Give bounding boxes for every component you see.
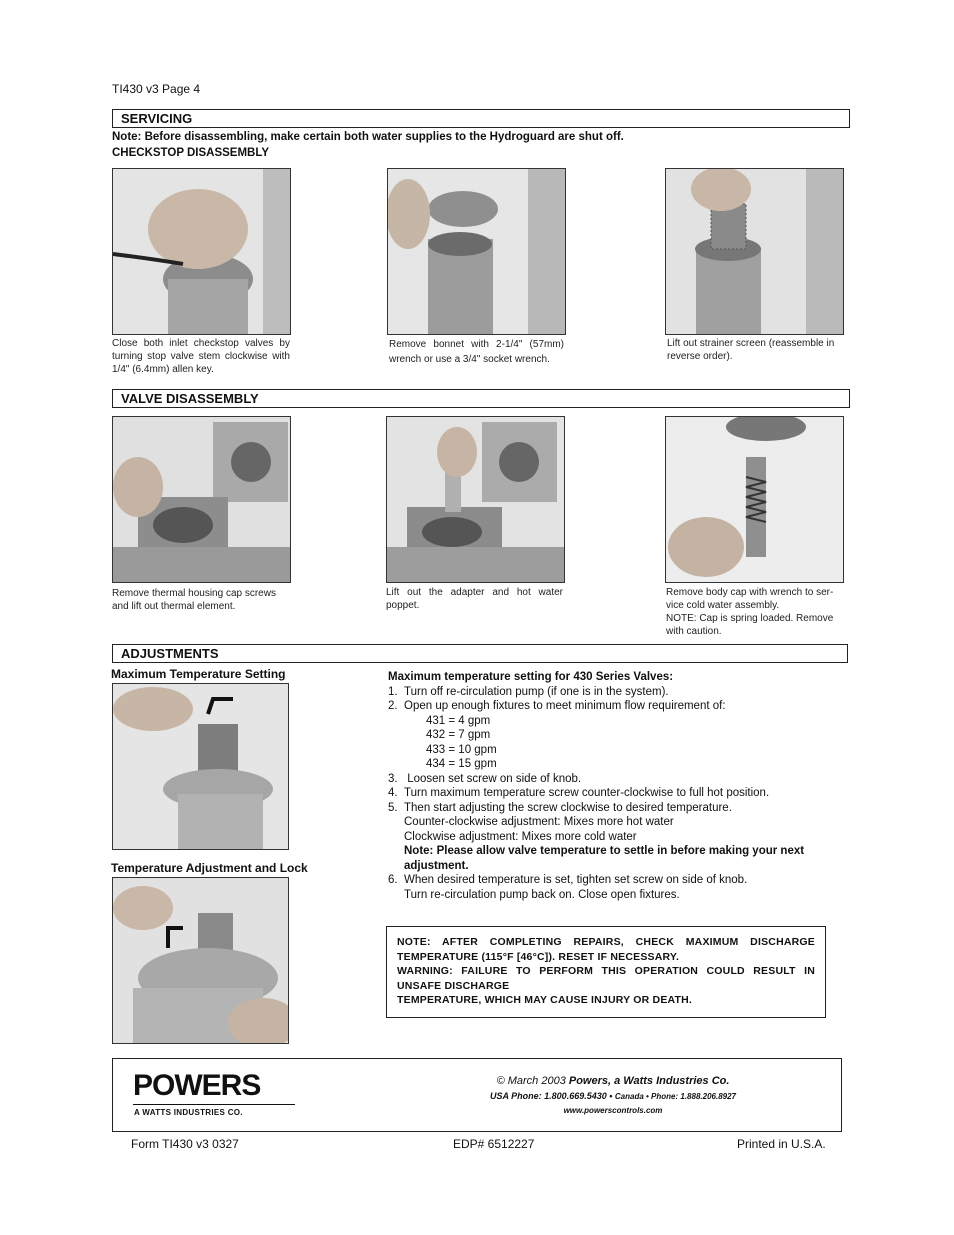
ccw-adjustment: Counter-clockwise adjustment: Mixes more hot water	[404, 816, 674, 828]
step-1	[388, 685, 828, 700]
step-number: 6.	[388, 874, 398, 886]
checkstop-subtitle: CHECKSTOP DISASSEMBLY	[112, 147, 269, 159]
photo-max-temp-setting	[112, 683, 289, 850]
cw-adjustment: Clockwise adjustment: Mixes more cold water	[404, 830, 637, 843]
copyright-line	[413, 1075, 813, 1087]
logo-divider	[133, 1104, 295, 1105]
caption-valve-1: Remove thermal housing cap screws and lift out thermal element.	[112, 588, 276, 612]
powers-logo-subtitle: A WATTS INDUSTRIES CO.	[134, 1108, 243, 1117]
step-text: When desired temperature is set, tighten set screw on side of knob.	[404, 874, 748, 886]
step-number: 5.	[388, 801, 398, 814]
caption-valve-3-note: NOTE: Cap is spring loaded. Remove with caution.	[666, 613, 834, 637]
flow-433: 433 = 10 gpm	[426, 743, 497, 756]
warning-note: NOTE: AFTER COMPLETING REPAIRS, CHECK MAXIMUM DISCHARGE TEMPERATURE (115°F [46°C]). RESET IF NECESSARY.	[397, 936, 815, 963]
max-temp-subhead: Maximum Temperature Setting	[111, 667, 286, 681]
settle-note: Note: Please allow valve temperature to settle in before making your next adjustment.	[404, 845, 805, 872]
usa-phone: USA Phone: 1.800.669.5430 •	[490, 1091, 613, 1101]
temp-lock-subhead: Temperature Adjustment and Lock	[111, 861, 308, 875]
caption-checkstop-3: Lift out strainer screen (reassemble in reverse order).	[667, 338, 835, 362]
servicing-section-header: SERVICING	[112, 109, 850, 128]
step-3	[388, 772, 828, 787]
caption-valve-2: Lift out the adapter and hot water poppet.	[386, 587, 563, 611]
max-temp-instructions	[388, 670, 828, 902]
valve-disassembly-section-header: VALVE DISASSEMBLY	[112, 389, 850, 408]
photo-thermal-element	[112, 416, 291, 583]
step-number: 4.	[388, 787, 398, 799]
photo-strainer-screen	[665, 168, 844, 335]
warning-text: WARNING: FAILURE TO PERFORM THIS OPERATION COULD RESULT IN UNSAFE DISCHARGE	[397, 965, 815, 992]
form-number: Form TI430 v3 0327	[131, 1137, 239, 1151]
step-text: Turn maximum temperature screw counter-clockwise to full hot position.	[404, 787, 770, 799]
photo-body-cap	[665, 416, 844, 583]
warning-text-continued: TEMPERATURE, WHICH MAY CAUSE INJURY OR DEATH.	[397, 994, 693, 1006]
phone-line	[413, 1091, 813, 1101]
caption-valve-3-text: Remove body cap with wrench to ser-vice cold water assembly.	[666, 587, 834, 611]
flow-434: 434 = 15 gpm	[426, 758, 497, 770]
edp-number: EDP# 6512227	[453, 1137, 535, 1151]
photo-checkstop-allen-key	[112, 168, 291, 335]
flow-432: 432 = 7 gpm	[426, 729, 491, 741]
photo-adapter-poppet	[386, 416, 565, 583]
servicing-note: Note: Before disassembling, make certain both water supplies to the Hydroguard are shut off.	[112, 131, 624, 143]
warning-box	[386, 926, 826, 1018]
step-number: 3.	[388, 772, 398, 785]
step-text: Open up enough fixtures to meet minimum flow requirement of:	[404, 700, 726, 712]
canada-phone: Canada • Phone: 1.888.206.8927	[614, 1092, 736, 1101]
step-text: Loosen set screw on side of knob.	[404, 772, 582, 785]
step-4	[388, 786, 828, 801]
step-6	[388, 873, 828, 888]
photo-temp-adjust-lock	[112, 877, 289, 1044]
caption-checkstop-2: Remove bonnet with 2-1/4" (57mm) wrench or use a 3/4" socket wrench.	[389, 339, 564, 365]
powers-logo: POWERS	[133, 1069, 261, 1102]
flow-431: 431 = 4 gpm	[426, 714, 491, 727]
copyright-date: © March 2003	[496, 1075, 569, 1087]
step-text: Turn off re-circulation pump (if one is in the system).	[404, 685, 669, 698]
photo-remove-bonnet	[387, 168, 566, 335]
step-5	[388, 801, 828, 816]
step-text: Then start adjusting the screw clockwise to desired temperature.	[404, 801, 732, 814]
caption-valve-3	[666, 586, 842, 638]
step-2	[388, 699, 828, 714]
printed-in-label: Printed in U.S.A.	[737, 1137, 826, 1151]
caption-checkstop-1: Close both inlet checkstop valves by turning stop valve stem clockwise with 1/4" (6.4mm) allen key.	[112, 338, 290, 375]
step-6-continued: Turn re-circulation pump back on. Close open fixtures.	[404, 888, 680, 901]
instructions-title: Maximum temperature setting for 430 Series Valves:	[388, 671, 674, 683]
page-number-label: TI430 v3 Page 4	[112, 82, 201, 96]
step-number: 1.	[388, 685, 398, 698]
adjustments-section-header: ADJUSTMENTS	[112, 644, 848, 663]
step-number: 2.	[388, 700, 398, 712]
website-link[interactable]: www.powerscontrols.com	[563, 1106, 663, 1115]
footer-box	[112, 1058, 842, 1132]
company-name: Powers, a Watts Industries Co.	[568, 1075, 730, 1087]
